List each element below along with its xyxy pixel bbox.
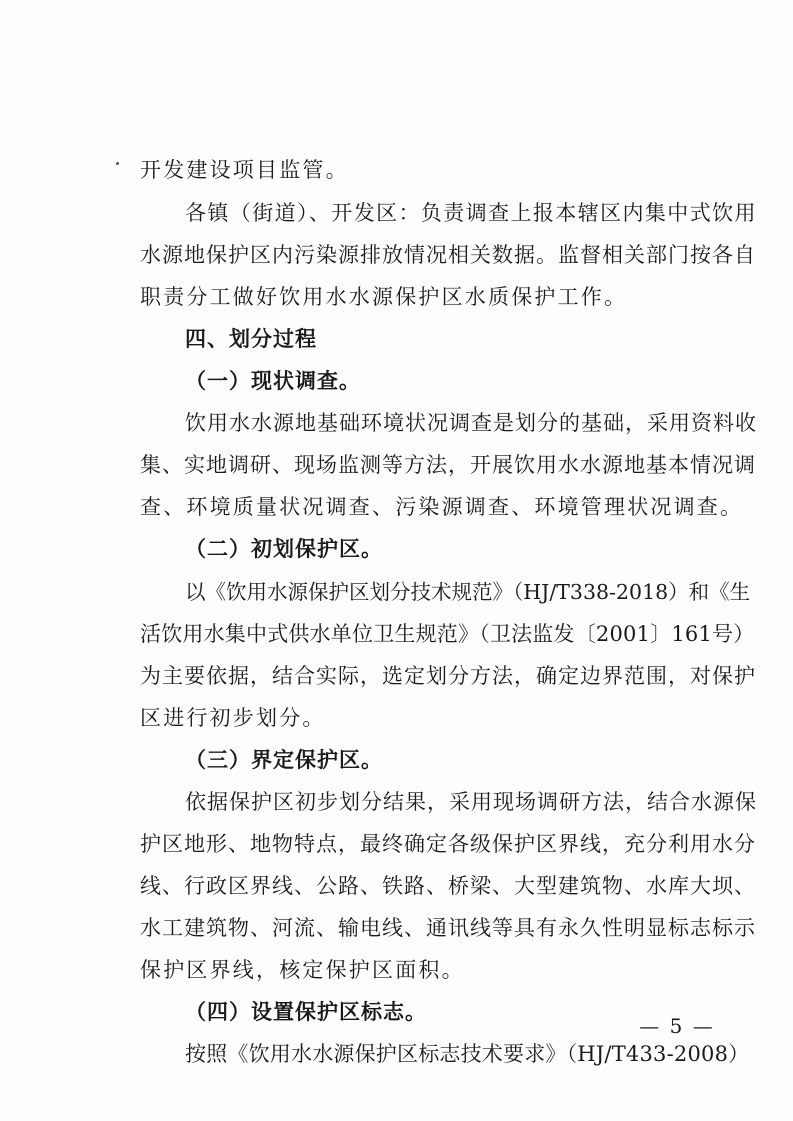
text-line: 水源地保护区内污染源排放情况相关数据。监督相关部门按各自 — [140, 243, 756, 267]
section-heading: 四、划分过程 — [185, 327, 317, 351]
paragraph-line: 饮用水水源地基础环境状况调查是划分的基础，采用资料收 — [185, 411, 757, 435]
scan-mark — [116, 162, 119, 165]
text-line: 职责分工做好饮用水水源保护区水质保护工作。 — [140, 285, 628, 309]
subsection-heading: （一）现状调查。 — [185, 369, 361, 393]
subsection-heading: （三）界定保护区。 — [185, 748, 383, 772]
text-line: 开发建设项目监管。 — [140, 158, 349, 182]
text-line: 线、行政区界线、公路、铁路、桥梁、大型建筑物、水库大坝、 — [140, 874, 756, 898]
text-line: 活饮用水集中式供水单位卫生规范》（卫法监发〔2001〕161号） — [140, 622, 755, 646]
text-line: 查、环境质量状况调查、污染源调查、环境管理状况调查。 — [140, 495, 744, 519]
paragraph-line: 依据保护区初步划分结果，采用现场调研方法，结合水源保 — [185, 790, 757, 814]
text-line: 集、实地调研、现场监测等方法，开展饮用水水源地基本情况调 — [140, 453, 756, 477]
text-line: 为主要依据，结合实际，选定划分方法，确定边界范围，对保护 — [140, 664, 756, 688]
text-line: 区进行初步划分。 — [140, 706, 326, 730]
subsection-heading: （四）设置保护区标志。 — [185, 1000, 427, 1024]
text-line: 水工建筑物、河流、输电线、通讯线等具有永久性明显标志标示 — [140, 916, 756, 940]
paragraph-line: 按照《饮用水水源保护区标志技术要求》（HJ/T433-2008） — [185, 1042, 750, 1066]
page-number: — 5 — — [639, 1014, 715, 1038]
paragraph-line: 各镇（街道）、开发区：负责调查上报本辖区内集中式饮用 — [185, 201, 757, 225]
text-line: 护区地形、地物特点，最终确定各级保护区界线，充分利用水分 — [140, 832, 756, 856]
paragraph-line: 以《饮用水源保护区划分技术规范》（HJ/T338-2018）和《生 — [185, 580, 751, 604]
text-line: 保护区界线，核定保护区面积。 — [140, 958, 465, 982]
subsection-heading: （二）初划保护区。 — [185, 537, 383, 561]
